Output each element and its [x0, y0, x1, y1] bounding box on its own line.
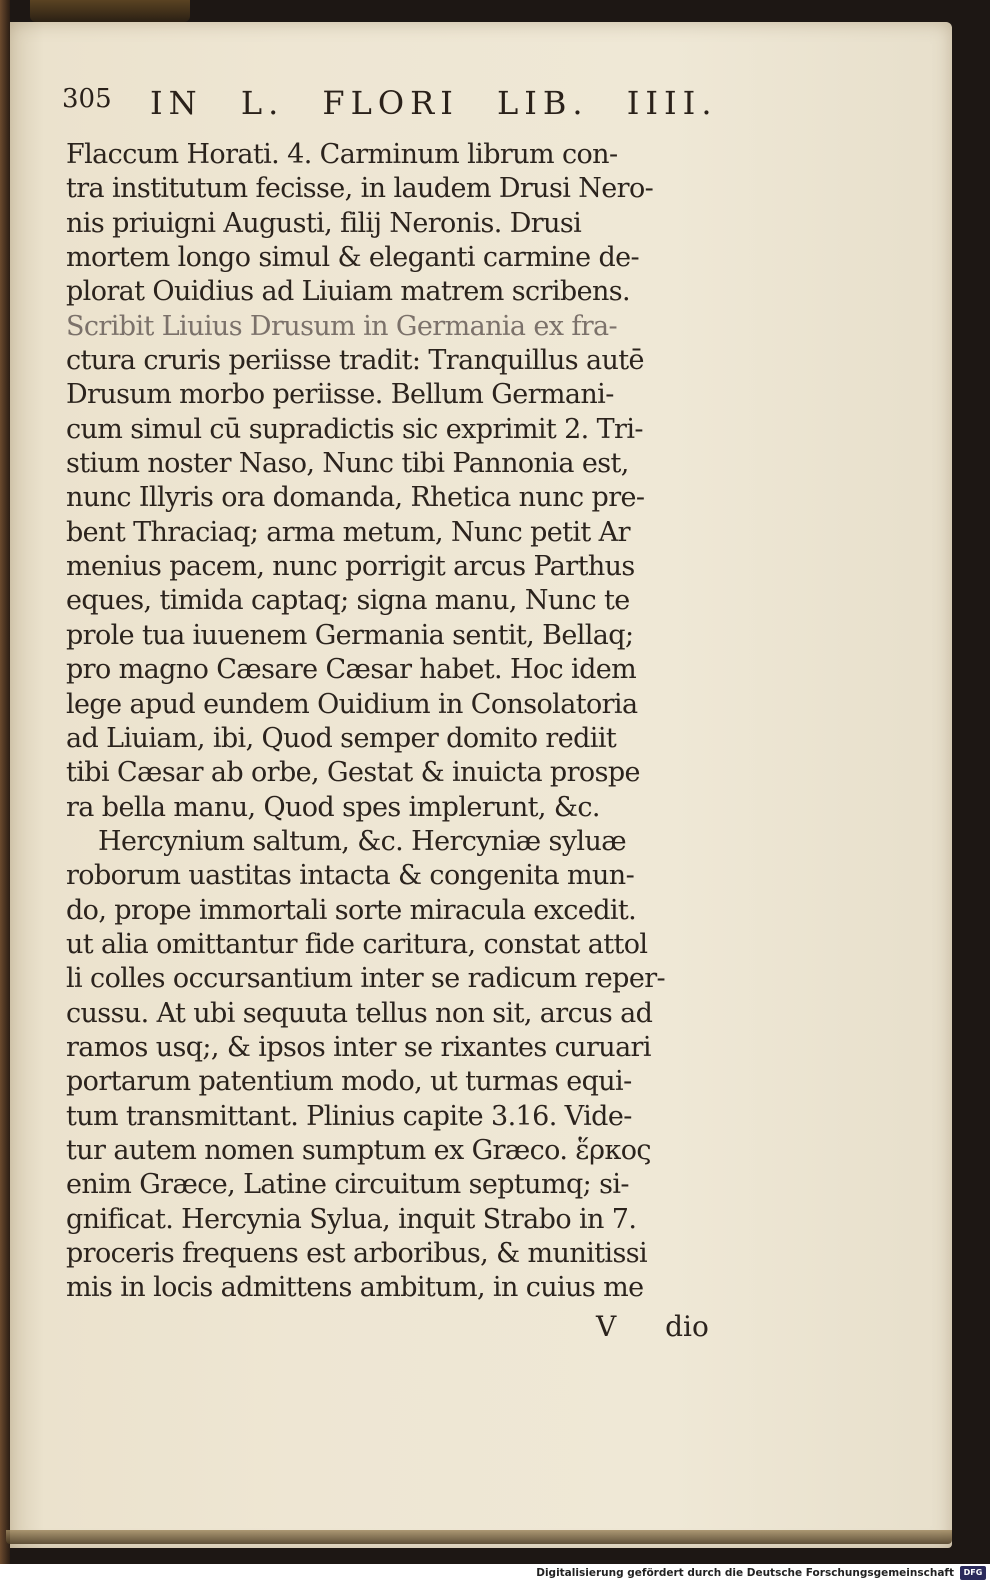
text-line: ra bella manu, Quod spes implerunt, &c. [66, 791, 600, 823]
text-line: tibi Cæsar ab orbe, Gestat & inuicta prospe [66, 757, 640, 789]
binding-strip-top [30, 0, 190, 22]
text-line: gnificat. Hercynia Sylua, inquit Strabo in 7. [66, 1203, 637, 1235]
page-number: 305 [62, 84, 112, 114]
text-line: cum simul cū supradictis sic exprimit 2. Tri- [66, 413, 643, 445]
text-line: proceris frequens est arboribus, & munitissi [66, 1238, 647, 1269]
text-line: bent Thraciaq; arma metum, Nunc petit Ar [66, 516, 630, 548]
text-line: tra institutum fecisse, in laudem Drusi Nero- [66, 173, 654, 205]
text-line: prole tua iuuenem Germania sentit, Bellaq; [66, 619, 634, 651]
text-line: enim Græce, Latine circuitum septumq; si- [66, 1169, 629, 1201]
text-line: Hercynium saltum, &c. Hercyniæ syluæ [98, 825, 627, 857]
text-line: menius pacem, nunc porrigit arcus Parthus [66, 551, 635, 583]
text-line: portarum patentium modo, ut turmas equi- [66, 1066, 632, 1098]
text-line: plorat Ouidius ad Liuiam matrem scribens. [66, 276, 630, 308]
text-line: roborum uastitas intacta & congenita mun- [66, 860, 635, 892]
body-text [66, 138, 746, 1306]
book-binding-edge [0, 0, 10, 1564]
text-line: Scribit Liuius Drusum in Germania ex fra- [66, 310, 618, 342]
text-line: mortem longo simul & eleganti carmine de- [66, 242, 640, 274]
text-line: eques, timida captaq; signa manu, Nunc te [66, 585, 630, 617]
text-line: do, prope immortali sorte miracula excedit. [66, 894, 637, 926]
text-line: ad Liuiam, ibi, Quod semper domito rediit [66, 722, 617, 754]
text-line: ut alia omittantur fide caritura, constat attol [66, 928, 648, 960]
text-line: cussu. At ubi sequuta tellus non sit, arcus ad [66, 997, 653, 1029]
text-line: li colles occursantium inter se radicum reper- [66, 963, 666, 995]
running-head [62, 84, 742, 124]
dfg-logo: DFG [960, 1566, 986, 1580]
text-line: ctura cruris periisse tradit: Tranquillus autē [66, 345, 644, 377]
text-line: Flaccum Horati. 4. Carminum librum con- [66, 139, 618, 170]
running-head-title: IN L. FLORI LIB. IIII. [150, 84, 718, 122]
text-line: nis priuigni Augusti, filij Neronis. Drusi [66, 207, 582, 239]
text-line: lege apud eundem Ouidium in Consolatoria [66, 688, 638, 720]
text-line: tur autem nomen sumptum ex Græco. ἕρκος [66, 1134, 651, 1166]
text-line: mis in locis admittens ambitum, in cuius me [66, 1272, 644, 1304]
text-line: ramos usq;, & ipsos inter se rixantes curuari [66, 1031, 651, 1063]
text-line: pro magno Cæsare Cæsar habet. Hoc idem [66, 654, 637, 686]
catchword: V dio [596, 1310, 709, 1343]
funding-credit: Digitalisierung gefördert durch die Deutsche Forschungsgemeinschaft [536, 1567, 954, 1579]
text-line: stium noster Naso, Nunc tibi Pannonia est, [66, 448, 629, 480]
text-line: nunc Illyris ora domanda, Rhetica nunc pre- [66, 482, 645, 514]
page-bottom-edge [6, 1530, 952, 1544]
text-line: tum transmittant. Plinius capite 3.16. Vide- [66, 1100, 632, 1132]
text-line: Drusum morbo periisse. Bellum Germani- [66, 379, 614, 411]
